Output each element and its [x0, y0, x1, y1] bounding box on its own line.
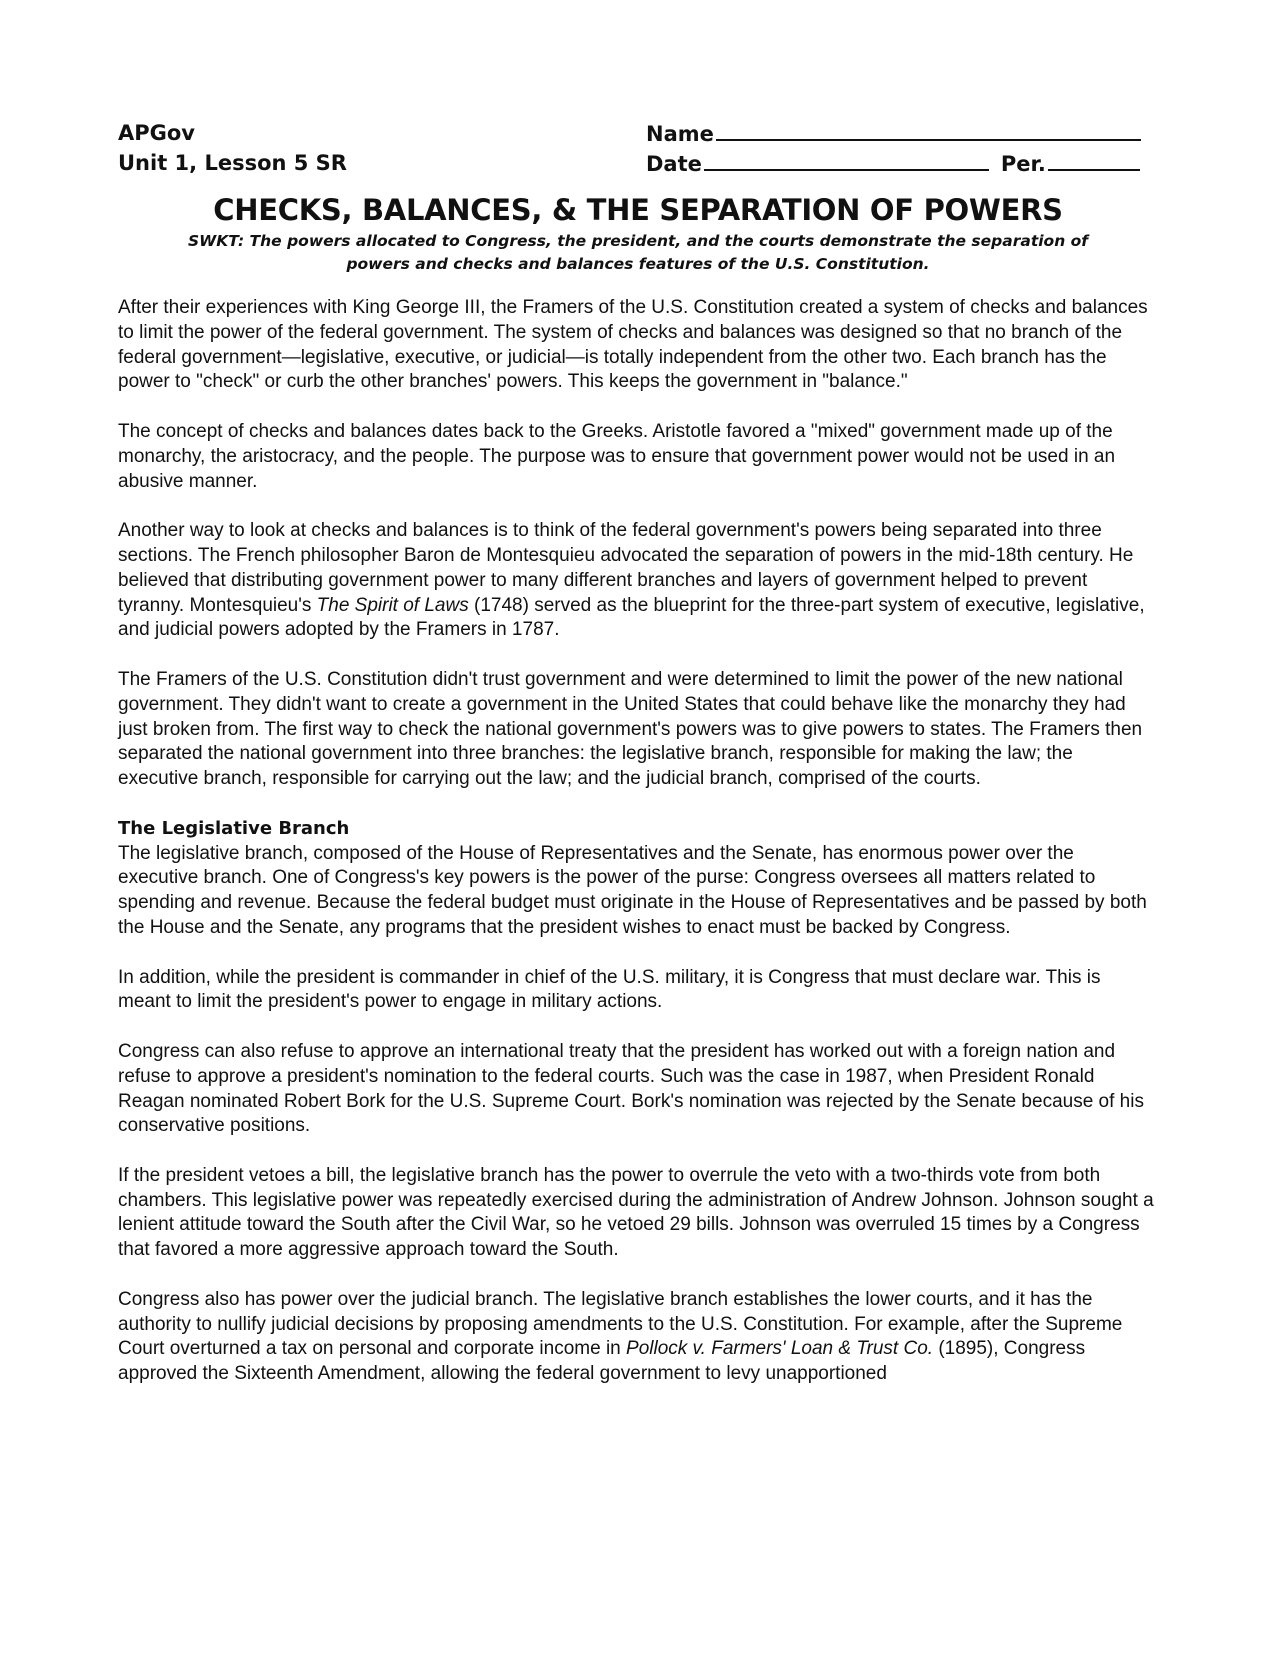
spirit-of-laws-title: The Spirit of Laws — [316, 594, 469, 616]
paragraph-5: The legislative branch, composed of the House of Representatives and the Senate, has enormous power over the executive branch. One of Congress's key powers is the power of the purse: Congress oversees all matters related to spending and revenue. Because the federal budget must originate in the House of Representatives and be passed by both the House and the Senate, any programs that the president wishes to enact must be backed by Congress. — [118, 842, 1147, 938]
unit-label: Unit 1, Lesson 5 SR — [118, 151, 347, 175]
per-blank — [1048, 148, 1140, 171]
header-row-1 — [118, 118, 1158, 148]
name-label: Name — [646, 122, 714, 146]
paragraph-8: If the president vetoes a bill, the legislative branch has the power to overrule the veto with a two-thirds vote from both chambers. This legislative power was repeatedly exercised during the administration of Andrew Johnson. Johnson sought a lenient attitude toward the South after the Civil War, so he vetoed 29 bills. Johnson was overruled 15 times by a Congress that favored a more aggressive approach toward the South. — [118, 1164, 1154, 1261]
document-page — [118, 118, 1158, 1412]
date-per-field — [646, 148, 1140, 179]
paragraph-3-text-b: (1748) served as the blueprint for the three-part system of executive, legislative, and judicial powers adopted by the Framers in 1787. — [118, 594, 1145, 641]
pollock-case-title: Pollock v. Farmers' Loan & Trust Co. — [626, 1338, 934, 1360]
paragraph-1: After their experiences with King George III, the Framers of the U.S. Constitution created a system of checks and balances to limit the power of the federal government. The system of checks and balances was designed so that no branch of the federal government—legislative, executive, or judicial—is totally independent from the other two. Each branch has the power to "check" or curb the other branches' powers. This keeps the government in "balance." — [118, 297, 1148, 393]
paragraph-6: In addition, while the president is commander in chief of the U.S. military, it is Congress that must declare war. This is meant to limit the president's power to engage in military actions. — [118, 966, 1101, 1013]
paragraph-3-text-a: Another way to look at checks and balances is to think of the federal government's powers being separated into three sections. The French philosopher Baron de Montesquieu advocated the separation of powers in the mid-18th century. He believed that distributing government power to many different branches and layers of government helped to prevent tyranny. Montesquieu's — [118, 520, 1134, 616]
paragraph-9-text-a: Congress also has power over the judicial branch. The legislative branch establishes the lower courts, and it has the authority to nullify judicial decisions by proposing amendments to the U.S. Constitution. For example, after the Supreme Court overturned a tax on personal and corporate income in — [118, 1288, 1123, 1360]
document-body — [118, 296, 1158, 1387]
swkt-statement: SWKT: The powers allocated to Congress, the president, and the courts demonstrate the separation of powers and checks and balances features of the U.S. Constitution. — [187, 232, 1089, 273]
date-label: Date — [646, 152, 702, 176]
paragraph-9 — [118, 1288, 1158, 1387]
name-blank — [716, 118, 1141, 141]
name-field — [646, 118, 1141, 149]
document-title: CHECKS, BALANCES, & THE SEPARATION OF POWERS — [213, 193, 1063, 227]
header-row-2 — [118, 148, 1158, 178]
paragraph-4: The Framers of the U.S. Constitution didn't trust government and were determined to limit the power of the new national government. They didn't want to create a government in the United States that could behave like the monarchy they had just broken from. The first way to check the national government's powers was to give powers to states. The Framers then separated the national government into three branches: the legislative branch, responsible for making the law; the executive branch, responsible for carrying out the law; and the judicial branch, comprised of the courts. — [118, 668, 1143, 790]
legislative-branch-heading: The Legislative Branch — [118, 817, 350, 839]
course-label: APGov — [118, 121, 195, 145]
paragraph-2: The concept of checks and balances dates back to the Greeks. Aristotle favored a "mixed" government made up of the monarchy, the aristocracy, and the people. The purpose was to ensure that government power would not be used in an abusive manner. — [118, 420, 1116, 492]
date-blank — [704, 148, 989, 171]
paragraph-3 — [118, 519, 1158, 643]
per-label: Per. — [1000, 152, 1046, 176]
paragraph-9-text-b: (1895), Congress approved the Sixteenth Amendment, allowing the federal government to levy unapportioned — [118, 1338, 1086, 1385]
paragraph-7: Congress can also refuse to approve an international treaty that the president has worked out with a foreign nation and refuse to approve a president's nomination to the federal courts. Such was the case in 1987, when President Ronald Reagan nominated Robert Bork for the U.S. Supreme Court. Bork's nomination was rejected by the Senate because of his conservative positions. — [118, 1040, 1144, 1137]
